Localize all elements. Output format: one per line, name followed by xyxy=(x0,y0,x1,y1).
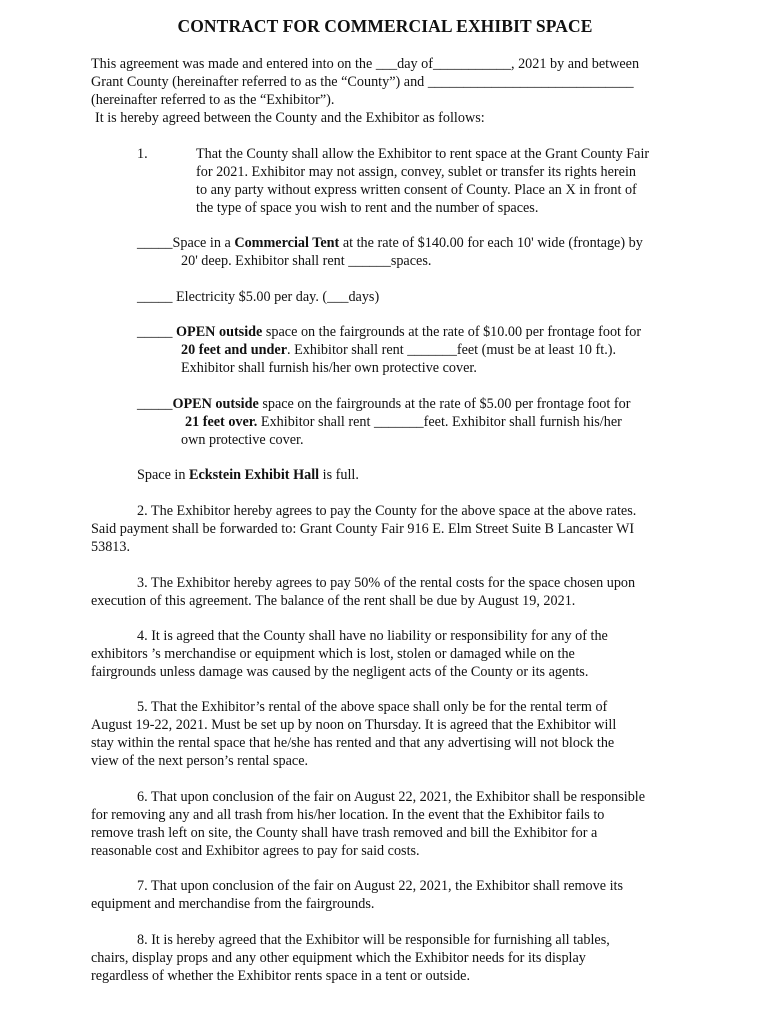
intro-line-1: This agreement was made and entered into on the ___day of___________, 2021 by and between xyxy=(91,56,640,72)
item-1-line-3: to any party without express written consent of County. Place an X in front of xyxy=(196,182,637,198)
open21-rest-2: Exhibitor shall rent _______feet. Exhibitor shall furnish his/her xyxy=(257,414,622,430)
eckstein-post: is full. xyxy=(319,467,359,483)
para-2-line-3: 53813. xyxy=(91,539,131,555)
open21-blank: _____ xyxy=(137,396,173,412)
tent-rest: at the rate of $140.00 for each 10' wide (frontage) by xyxy=(339,235,643,251)
intro-line-4: It is hereby agreed between the County and the Exhibitor as follows: xyxy=(95,110,485,126)
commercial-tent-line-2: 20' deep. Exhibitor shall rent ______spaces. xyxy=(181,253,432,269)
para-6-line-2: for removing any and all trash from his/her location. In the event that the Exhibitor fails to xyxy=(91,807,605,823)
open21-bold-2: 21 feet over. xyxy=(185,414,258,430)
item-1-line-2: for 2021. Exhibitor may not assign, convey, sublet or transfer its rights herein xyxy=(196,164,636,180)
para-8-line-2: chairs, display props and any other equipment which the Exhibitor needs for its display xyxy=(91,950,586,966)
item-1-line-1: That the County shall allow the Exhibitor to rent space at the Grant County Fair xyxy=(196,146,650,162)
para-8-line-3: regardless of whether the Exhibitor rents space in a tent or outside. xyxy=(91,968,471,984)
intro-line-2: Grant County (hereinafter referred to as the “County”) and _____________________________ xyxy=(91,74,634,90)
para-7-line-2: equipment and merchandise from the fairgrounds. xyxy=(91,896,375,912)
open-outside-20-option xyxy=(137,323,641,341)
para-3-line-2: execution of this agreement. The balance of the rent shall be due by August 19, 2021. xyxy=(91,593,576,609)
tent-bold: Commercial Tent xyxy=(234,235,340,251)
eckstein-pre: Space in xyxy=(137,467,190,483)
open21-bold-1: OPEN outside xyxy=(172,396,259,412)
item-1-line-4: the type of space you wish to rent and the number of spaces. xyxy=(196,200,539,216)
open20-bold-2: 20 feet and under xyxy=(181,342,288,358)
para-2-line-2: Said payment shall be forwarded to: Grant County Fair 916 E. Elm Street Suite B Lancaster WI xyxy=(91,521,635,537)
para-4-line-2: exhibitors ’s merchandise or equipment which is lost, stolen or damaged while on the xyxy=(91,646,575,662)
open-outside-20-line-2 xyxy=(181,341,616,359)
eckstein-bold: Eckstein Exhibit Hall xyxy=(189,467,320,483)
para-3-line-1: 3. The Exhibitor hereby agrees to pay 50% of the rental costs for the space chosen upon xyxy=(137,575,636,591)
open-outside-21-line-3: own protective cover. xyxy=(181,432,304,448)
para-6-line-4: reasonable cost and Exhibitor agrees to pay for said costs. xyxy=(91,843,420,859)
para-2-line-1: 2. The Exhibitor hereby agrees to pay the County for the above space at the above rates. xyxy=(137,503,637,519)
open20-blank: _____ xyxy=(137,324,177,340)
open20-bold-1: OPEN outside xyxy=(176,324,263,340)
eckstein-hall-note xyxy=(137,466,359,484)
para-5-line-3: stay within the rental space that he/she has rented and that any advertising will not block the xyxy=(91,735,615,751)
open21-rest-1: space on the fairgrounds at the rate of $5.00 per frontage foot for xyxy=(258,396,631,412)
para-5-line-4: view of the next person’s rental space. xyxy=(91,753,309,769)
para-6-line-3: remove trash left on site, the County shall have trash removed and bill the Exhibitor for a xyxy=(91,825,598,841)
item-1-number: 1. xyxy=(137,146,148,162)
commercial-tent-option xyxy=(137,234,643,252)
para-5-line-2: August 19-22, 2021. Must be set up by noon on Thursday. It is agreed that the Exhibitor will xyxy=(91,717,617,733)
para-7-line-1: 7. That upon conclusion of the fair on August 22, 2021, the Exhibitor shall remove its xyxy=(137,878,623,894)
para-5-line-1: 5. That the Exhibitor’s rental of the above space shall only be for the rental term of xyxy=(137,699,608,715)
para-4-line-3: fairgrounds unless damage was caused by the negligent acts of the County or its agents. xyxy=(91,664,589,680)
electricity-option: _____ Electricity $5.00 per day. (___days) xyxy=(137,289,380,305)
open20-rest-1: space on the fairgrounds at the rate of $10.00 per frontage foot for xyxy=(262,324,642,340)
intro-line-3: (hereinafter referred to as the “Exhibitor”). xyxy=(91,92,335,108)
para-4-line-1: 4. It is agreed that the County shall have no liability or responsibility for any of the xyxy=(137,628,608,644)
open-outside-21-line-2 xyxy=(185,413,622,431)
tent-blank: _____Space in a xyxy=(137,235,235,251)
open-outside-20-line-3: Exhibitor shall furnish his/her own protective cover. xyxy=(181,360,477,376)
open20-rest-2: . Exhibitor shall rent _______feet (must be at least 10 ft.). xyxy=(287,342,617,358)
para-6-line-1: 6. That upon conclusion of the fair on August 22, 2021, the Exhibitor shall be responsible xyxy=(137,789,646,805)
document-title: CONTRACT FOR COMMERCIAL EXHIBIT SPACE xyxy=(177,16,593,36)
para-8-line-1: 8. It is hereby agreed that the Exhibitor will be responsible for furnishing all tables, xyxy=(137,932,610,948)
open-outside-21-option xyxy=(137,395,630,413)
